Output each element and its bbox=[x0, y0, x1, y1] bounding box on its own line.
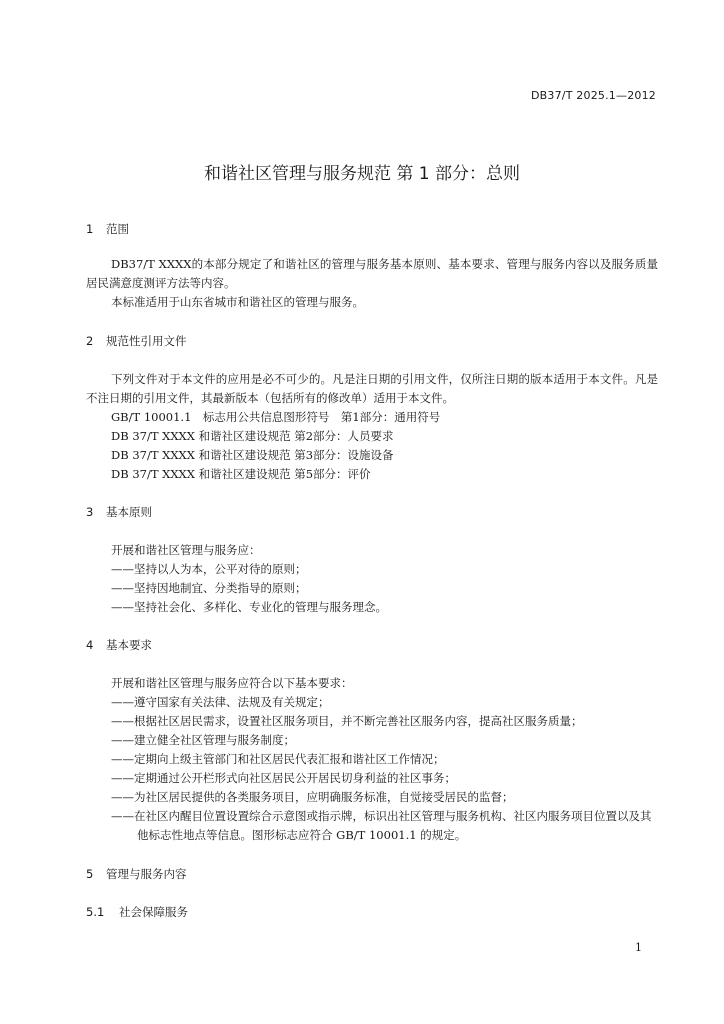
reference-item: DB 37/T XXXX 和谐社区建设规范 第5部分：评价 bbox=[111, 467, 371, 481]
reference-item: GB/T 10001.1 标志用公共信息图形符号 第1部分：通用符号 bbox=[111, 410, 441, 424]
list-item: ——建立健全社区管理与服务制度； bbox=[111, 733, 295, 747]
document-title: 和谐社区管理与服务规范 第 1 部分：总则 bbox=[203, 164, 521, 184]
section-5-heading bbox=[86, 866, 187, 882]
page-number: 1 bbox=[635, 941, 642, 954]
section-number: 3 bbox=[86, 505, 94, 519]
list-item: ——坚持以人为本，公平对待的原则； bbox=[111, 562, 307, 576]
reference-item: DB 37/T XXXX 和谐社区建设规范 第2部分：人员要求 bbox=[111, 429, 394, 443]
section-title: 管理与服务内容 bbox=[106, 867, 187, 881]
section-2-paragraph: 下列文件对于本文件的应用是必不可少的。凡是注日期的引用文件，仅所注日期的版本适用于本文件。凡是不注日期的引用文件，其最新版本（包括所有的修改单）适用于本文件。 bbox=[86, 372, 658, 405]
section-3-heading bbox=[86, 504, 152, 520]
list-item: ——定期向上级主管部门和社区居民代表汇报和谐社区工作情况； bbox=[111, 752, 445, 766]
standard-code: DB37/T 2025.1—2012 bbox=[530, 89, 656, 102]
list-item: ——为社区居民提供的各类服务项目，应明确服务标准，自觉接受居民的监督； bbox=[111, 790, 514, 804]
subsection-number: 5.1 bbox=[86, 905, 105, 919]
section-number: 2 bbox=[86, 334, 94, 348]
subsection-title: 社会保障服务 bbox=[119, 905, 188, 919]
section-number: 5 bbox=[86, 867, 94, 881]
section-4-intro: 开展和谐社区管理与服务应符合以下基本要求： bbox=[111, 676, 353, 690]
reference-item: DB 37/T XXXX 和谐社区建设规范 第3部分：设施设备 bbox=[111, 448, 394, 462]
subsection-5-1-heading bbox=[86, 904, 188, 920]
section-title: 规范性引用文件 bbox=[106, 334, 187, 348]
list-item: ——坚持社会化、多样化、专业化的管理与服务理念。 bbox=[111, 600, 387, 614]
section-1-heading bbox=[86, 221, 129, 237]
list-item: ——坚持因地制宜、分类指导的原则； bbox=[111, 581, 307, 595]
list-item: ——遵守国家有关法律、法规及有关规定； bbox=[111, 695, 330, 709]
section-title: 基本原则 bbox=[106, 505, 152, 519]
section-title: 基本要求 bbox=[106, 638, 152, 652]
section-1-paragraph-1: DB37/T XXXX的本部分规定了和谐社区的管理与服务基本原则、基本要求、管理与服务内容以及服务质量居民满意度测评方法等内容。 bbox=[86, 257, 658, 290]
section-4-heading bbox=[86, 637, 152, 653]
list-item: ——定期通过公开栏形式向社区居民公开居民切身利益的社区事务； bbox=[111, 771, 456, 785]
section-title: 范围 bbox=[106, 222, 129, 236]
list-item: ——在社区内醒目位置设置综合示意图或指示牌，标识出社区管理与服务机构、社区内服务项目位置以及其他标志性地点等信息。图形标志应符合 GB/T 10001.1 的规定。 bbox=[111, 809, 652, 842]
section-2-heading bbox=[86, 333, 187, 349]
list-item: ——根据社区居民需求，设置社区服务项目，并不断完善社区服务内容，提高社区服务质量； bbox=[111, 714, 583, 728]
section-number: 1 bbox=[86, 222, 94, 236]
section-number: 4 bbox=[86, 638, 94, 652]
section-1-paragraph-2: 本标准适用于山东省城市和谐社区的管理与服务。 bbox=[111, 295, 364, 309]
section-3-intro: 开展和谐社区管理与服务应： bbox=[111, 543, 261, 557]
